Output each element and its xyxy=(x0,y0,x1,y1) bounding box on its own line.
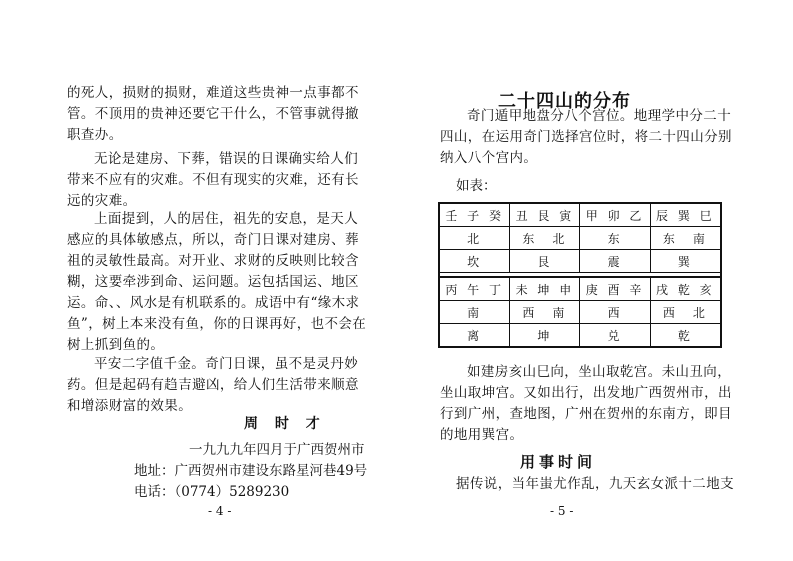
table-cell: 丑 艮 寅 xyxy=(510,203,580,227)
right-paragraph-3: 据传说，当年蚩尤作乱，九天玄女派十二地支 xyxy=(456,476,734,492)
table-cell: 乾 xyxy=(650,324,721,348)
table-cell: 西 南 xyxy=(510,301,580,324)
table-label: 如表： xyxy=(456,178,497,194)
section-title: 二十四山的分布 xyxy=(498,91,631,112)
table-row xyxy=(439,324,721,348)
table-cell: 未 坤 申 xyxy=(510,277,580,301)
table-cell: 震 xyxy=(580,250,650,273)
table-cell: 壬 子 癸 xyxy=(439,203,510,227)
page-number-left: - 4 - xyxy=(208,504,232,518)
table-cell: 艮 xyxy=(510,250,580,273)
table-cell: 坤 xyxy=(510,324,580,348)
table-cell: 辰 巽 巳 xyxy=(650,203,721,227)
table-cell: 戌 乾 亥 xyxy=(650,277,721,301)
table-cell: 北 xyxy=(439,227,510,250)
right-intro-paragraph: 奇门遁甲地盘分八个宫位。地理学中分二十四山，在运用奇门选择宫位时，将二十四山分别纳入八个宫内。 xyxy=(440,108,732,166)
table-row xyxy=(439,301,721,324)
table-cell: 东 xyxy=(580,227,650,250)
table-cell: 兑 xyxy=(580,324,650,348)
left-paragraph-2: 无论是建房、下葬，错误的日课确实给人们带来不应有的灾难。不但有现实的灾难，还有长远的灾难。 xyxy=(67,151,359,209)
mountains-palace-table xyxy=(438,202,722,348)
table-cell: 甲 卯 乙 xyxy=(580,203,650,227)
table-cell: 庚 酉 辛 xyxy=(580,277,650,301)
left-paragraph-1: 的死人，损财的损财，难道这些贵神一点事都不管。不顶用的贵神还要它干什么，不管事就得撤职查办。 xyxy=(67,85,359,143)
author-date: 一九九九年四月于广西贺州市 xyxy=(189,442,365,458)
table-cell: 离 xyxy=(439,324,510,348)
table-cell: 西 xyxy=(580,301,650,324)
table-cell: 坎 xyxy=(439,250,510,273)
left-paragraph-4: 平安二字值千金。奇门日课，虽不是灵丹妙药。但是起码有趋吉避凶，给人们生活带来顺意和增添财富的效果。 xyxy=(67,356,359,414)
table-cell: 西 北 xyxy=(650,301,721,324)
left-paragraph-3: 上面提到，人的居住，祖先的安息，是天人感应的具体敏感点，所以，奇门日课对建房、葬祖的灵敏性最高。对开业、求财的反映则比较含糊，这要牵涉到命、运问题。运包括国运、地区运。命、、风水是有机联系的。成语中有“缘木求鱼”，树上本来没有鱼，你的日课再好，也不会在树上抓到鱼的。 xyxy=(67,211,367,353)
right-paragraph-2: 如建房亥山巳向，坐山取乾宫。未山丑向，坐山取坤宫。又如出行，出发地广西贺州市，出行到广州，查地图，广州在贺州的东南方，即目的地用巽宫。 xyxy=(440,364,732,443)
table-row xyxy=(439,227,721,250)
table-cell: 南 xyxy=(439,301,510,324)
table-cell: 东 南 xyxy=(650,227,721,250)
table-row xyxy=(439,250,721,273)
author-phone: 电话：（0774）5289230 xyxy=(134,484,290,500)
sub-heading: 用事时间 xyxy=(520,453,597,471)
right-page xyxy=(396,0,793,561)
page-number-right: - 5 - xyxy=(550,504,574,518)
author-address: 地址：广西贺州市建设东路星河巷49号 xyxy=(134,463,368,479)
table-row xyxy=(439,203,721,227)
table-cell: 巽 xyxy=(650,250,721,273)
author-name: 周 时 才 xyxy=(244,416,326,432)
table-row xyxy=(439,277,721,301)
table-cell: 东 北 xyxy=(510,227,580,250)
table-cell: 丙 午 丁 xyxy=(439,277,510,301)
left-page xyxy=(0,0,396,561)
